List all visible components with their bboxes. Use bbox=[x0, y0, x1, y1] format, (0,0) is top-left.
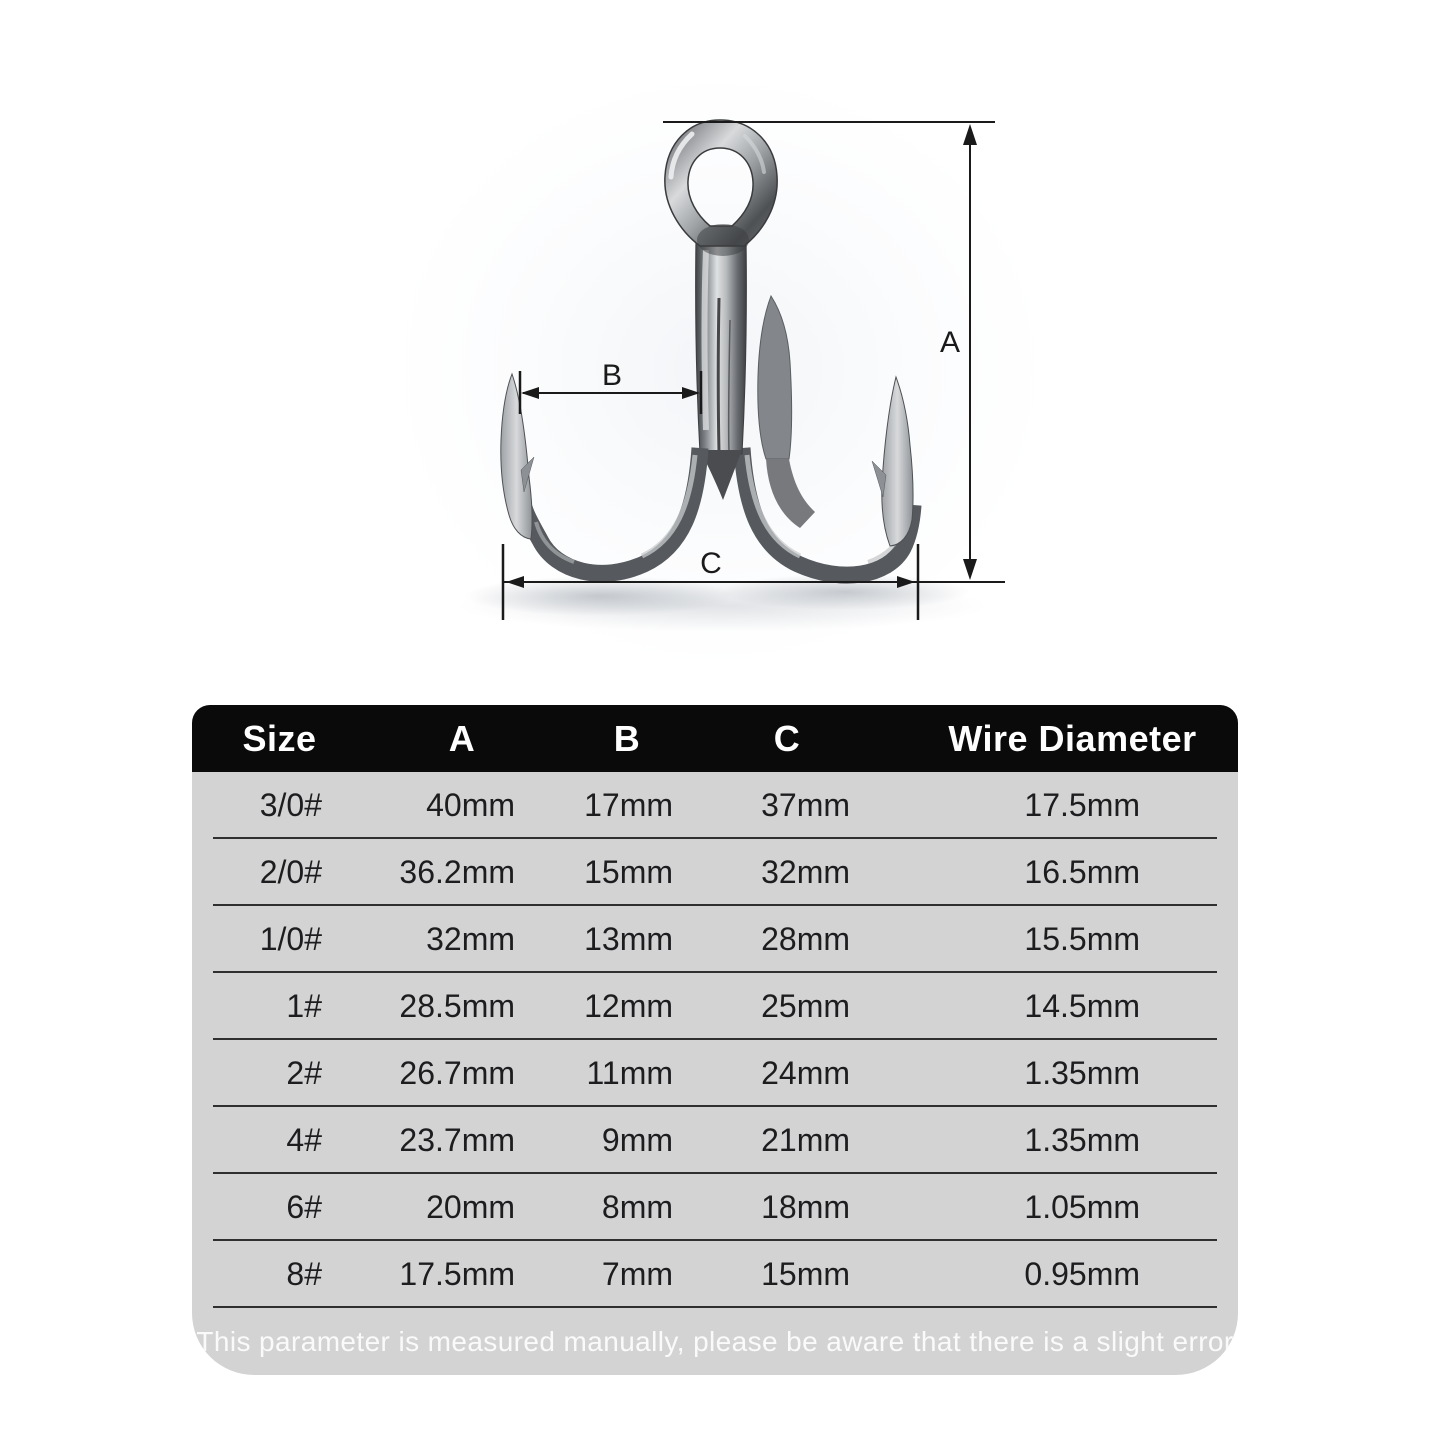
cell-wire: 14.5mm bbox=[1024, 988, 1140, 1024]
cell-a: 26.7mm bbox=[399, 1055, 515, 1091]
dimension-label-b: B bbox=[601, 359, 623, 392]
cell-b: 8mm bbox=[601, 1189, 673, 1225]
spec-table-body bbox=[192, 772, 1238, 1308]
back-hook-point bbox=[758, 296, 815, 528]
cell-size: 3/0# bbox=[259, 787, 322, 823]
cell-size: 1/0# bbox=[259, 921, 322, 957]
right-hook-point bbox=[882, 377, 913, 546]
dimension-a bbox=[963, 124, 977, 580]
cell-b: 15mm bbox=[584, 854, 673, 890]
cell-a: 40mm bbox=[426, 787, 515, 823]
cell-b: 11mm bbox=[586, 1055, 673, 1091]
cell-c: 28mm bbox=[761, 921, 850, 957]
cell-c: 18mm bbox=[761, 1189, 850, 1225]
cell-a: 23.7mm bbox=[399, 1122, 515, 1158]
cell-b: 9mm bbox=[601, 1122, 673, 1158]
cell-a: 32mm bbox=[426, 921, 515, 957]
cell-b: 17mm bbox=[584, 787, 673, 823]
spec-table bbox=[192, 705, 1238, 1375]
dimension-label-a: A bbox=[939, 326, 961, 359]
cell-wire: 16.5mm bbox=[1024, 854, 1140, 890]
cell-size: 6# bbox=[286, 1189, 322, 1225]
table-row bbox=[192, 1107, 1238, 1174]
cell-wire: 1.35mm bbox=[1024, 1122, 1140, 1158]
footnote-text: This parameter is measured manually, please be aware that there is a slight error bbox=[196, 1325, 1234, 1357]
cell-wire: 1.05mm bbox=[1024, 1189, 1140, 1225]
left-hook bbox=[501, 374, 700, 573]
spec-table-header bbox=[192, 705, 1238, 772]
dimension-label-c: C bbox=[700, 547, 722, 580]
cell-b: 13mm bbox=[584, 921, 673, 957]
col-header-a: A bbox=[448, 717, 476, 759]
cell-size: 4# bbox=[286, 1122, 322, 1158]
cell-a: 20mm bbox=[426, 1189, 515, 1225]
cell-a: 36.2mm bbox=[399, 854, 515, 890]
cell-c: 21mm bbox=[761, 1122, 850, 1158]
col-header-b: B bbox=[613, 717, 641, 759]
table-row bbox=[192, 1174, 1238, 1241]
cell-c: 37mm bbox=[761, 787, 850, 823]
col-header-c: C bbox=[773, 717, 801, 759]
table-row bbox=[192, 973, 1238, 1040]
table-footnote bbox=[192, 1308, 1238, 1375]
cell-b: 12mm bbox=[584, 988, 673, 1024]
cell-c: 15mm bbox=[761, 1256, 850, 1292]
left-hook-point bbox=[501, 374, 532, 539]
cell-c: 24mm bbox=[761, 1055, 850, 1091]
cell-wire: 0.95mm bbox=[1024, 1256, 1140, 1292]
cell-wire: 1.35mm bbox=[1024, 1055, 1140, 1091]
col-header-wire-diameter: Wire Diameter bbox=[948, 717, 1197, 759]
cell-a: 17.5mm bbox=[399, 1256, 515, 1292]
cell-wire: 15.5mm bbox=[1024, 921, 1140, 957]
cell-c: 25mm bbox=[761, 988, 850, 1024]
table-row bbox=[192, 906, 1238, 973]
table-row bbox=[192, 1040, 1238, 1107]
cell-size: 2/0# bbox=[259, 854, 322, 890]
cell-size: 2# bbox=[286, 1055, 322, 1091]
col-header-size: Size bbox=[242, 717, 317, 759]
cell-wire: 17.5mm bbox=[1024, 787, 1140, 823]
cell-b: 7mm bbox=[601, 1256, 673, 1292]
cell-a: 28.5mm bbox=[399, 988, 515, 1024]
treble-hook-figure bbox=[0, 0, 1440, 700]
table-row bbox=[192, 1241, 1238, 1308]
cell-size: 1# bbox=[286, 988, 322, 1024]
cell-c: 32mm bbox=[761, 854, 850, 890]
table-row bbox=[192, 772, 1238, 839]
cell-size: 8# bbox=[286, 1256, 322, 1292]
table-row bbox=[192, 839, 1238, 906]
hook-eye bbox=[665, 120, 777, 256]
treble-hook bbox=[501, 120, 913, 575]
